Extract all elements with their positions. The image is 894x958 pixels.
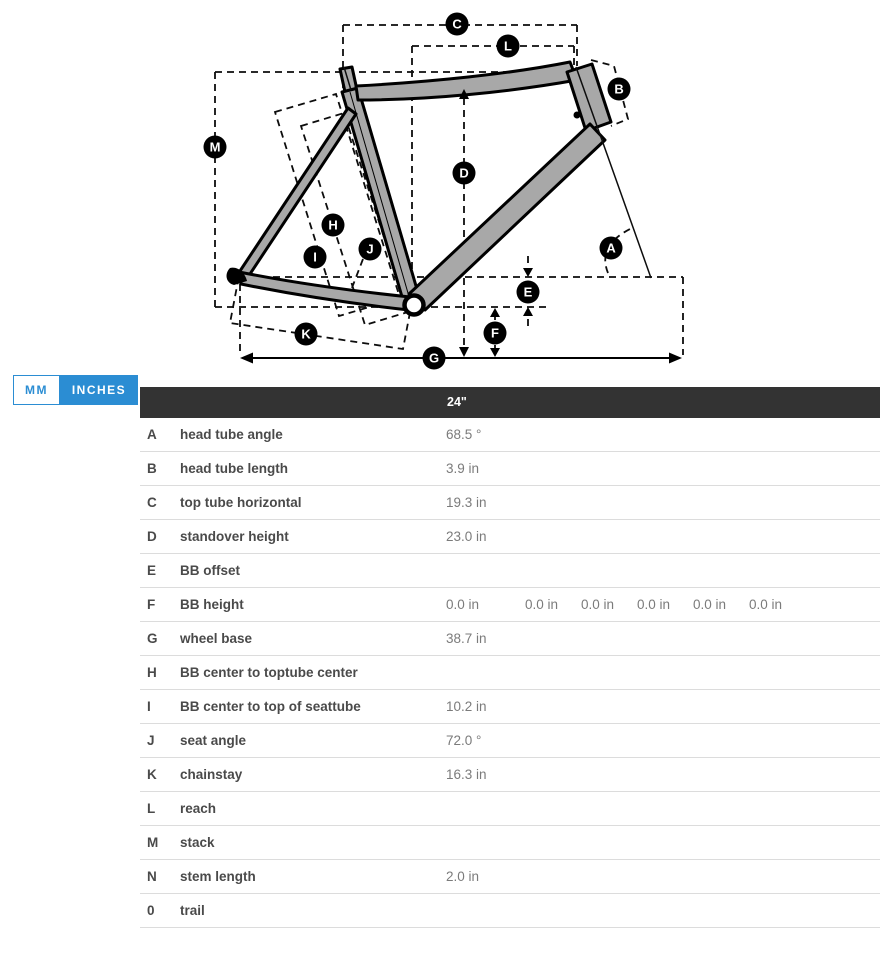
table-row xyxy=(140,486,880,520)
row-value: 0.0 in xyxy=(525,597,559,612)
row-name: stack xyxy=(180,835,215,850)
mm-button[interactable]: MM xyxy=(13,375,60,405)
row-name: chainstay xyxy=(180,767,243,782)
row-value: 0.0 in xyxy=(637,597,671,612)
row-name: BB center to top of seattube xyxy=(180,699,361,714)
seat-stay xyxy=(238,108,356,280)
row-value: 0.0 in xyxy=(693,597,727,612)
row-values xyxy=(446,529,525,544)
geometry-table xyxy=(140,387,880,928)
arrowhead-D-down xyxy=(459,347,469,357)
row-letter: J xyxy=(147,733,155,748)
arrowhead-E-down xyxy=(523,268,533,277)
diagram-label-G xyxy=(423,347,446,370)
table-row xyxy=(140,826,880,860)
dimension-lines xyxy=(215,25,683,355)
row-values xyxy=(446,461,525,476)
row-value: 23.0 in xyxy=(446,529,487,544)
row-values xyxy=(446,869,525,884)
row-value: 19.3 in xyxy=(446,495,487,510)
table-row xyxy=(140,588,880,622)
dimension-leader-J xyxy=(350,259,363,293)
diagram-label-H xyxy=(322,214,345,237)
row-value: 0.0 in xyxy=(446,597,480,612)
row-name: stem length xyxy=(180,869,256,884)
row-name: standover height xyxy=(180,529,289,544)
diagram-label-L xyxy=(497,35,520,58)
row-value: 72.0 ° xyxy=(446,733,482,748)
row-values xyxy=(446,767,525,782)
row-letter: 0 xyxy=(147,903,155,918)
row-letter: E xyxy=(147,563,157,578)
label-letter: A xyxy=(606,240,616,256)
row-name: seat angle xyxy=(180,733,247,748)
row-values xyxy=(446,597,805,612)
table-row xyxy=(140,520,880,554)
head-tube-bolt xyxy=(574,112,581,119)
row-values xyxy=(446,631,525,646)
row-letter: G xyxy=(147,631,158,646)
bottom-bracket xyxy=(405,296,424,315)
row-name: wheel base xyxy=(180,631,253,646)
row-name: head tube angle xyxy=(180,427,283,442)
label-letter: I xyxy=(313,249,317,265)
arrowhead-F-up xyxy=(490,308,500,317)
table-row xyxy=(140,418,880,452)
diagram-label-C xyxy=(446,13,469,36)
row-name: reach xyxy=(180,801,217,816)
diagram-label-D xyxy=(453,162,476,185)
head-tube xyxy=(567,64,611,131)
table-row xyxy=(140,894,880,928)
dimension-line-M xyxy=(215,72,567,307)
size-header: 24" xyxy=(447,395,467,409)
diagram-label-M xyxy=(204,136,227,159)
arrowhead-right xyxy=(669,353,682,364)
bike-geometry-diagram xyxy=(0,0,894,375)
label-letter: C xyxy=(452,16,462,32)
row-value: 38.7 in xyxy=(446,631,487,646)
diagram-label-J xyxy=(359,238,382,261)
label-letter: H xyxy=(328,217,338,233)
row-letter: L xyxy=(147,801,156,816)
table-row xyxy=(140,554,880,588)
table-row xyxy=(140,792,880,826)
label-letter: G xyxy=(428,350,440,366)
row-letter: B xyxy=(147,461,157,476)
wheelbase-line xyxy=(240,89,682,364)
row-letter: F xyxy=(147,597,156,612)
label-letter: J xyxy=(366,241,374,257)
arrowhead-F-down xyxy=(490,348,500,357)
arrowhead-left xyxy=(240,353,253,364)
down-tube xyxy=(409,124,605,310)
diagram-label-K xyxy=(295,323,318,346)
row-value: 3.9 in xyxy=(446,461,480,476)
label-letter: K xyxy=(301,326,311,342)
label-letter: D xyxy=(459,165,469,181)
row-name: head tube length xyxy=(180,461,288,476)
row-letter: A xyxy=(147,427,157,442)
row-value: 2.0 in xyxy=(446,869,480,884)
seat-tube xyxy=(342,88,421,307)
label-letter: B xyxy=(614,81,624,97)
row-letter: M xyxy=(147,835,159,850)
diagram-label-I xyxy=(304,246,327,269)
table-body xyxy=(140,418,880,928)
table-row xyxy=(140,622,880,656)
row-letter: K xyxy=(147,767,157,782)
row-values xyxy=(446,495,525,510)
diagram-label-A xyxy=(600,237,623,260)
inches-button[interactable]: INCHES xyxy=(60,375,138,405)
table-row xyxy=(140,724,880,758)
table-row xyxy=(140,860,880,894)
label-letter: F xyxy=(491,325,499,341)
diagram-label-E xyxy=(517,281,540,304)
row-letter: H xyxy=(147,665,157,680)
arrowhead-E-up xyxy=(523,307,533,316)
row-letter: D xyxy=(147,529,157,544)
table-row xyxy=(140,656,880,690)
table-row xyxy=(140,758,880,792)
unit-toggle xyxy=(13,375,138,405)
row-value: 0.0 in xyxy=(749,597,783,612)
row-letter: I xyxy=(147,699,151,714)
diagram-label-B xyxy=(608,78,631,101)
row-letter: N xyxy=(147,869,157,884)
row-values xyxy=(446,427,525,442)
row-value: 68.5 ° xyxy=(446,427,482,442)
row-values xyxy=(446,733,525,748)
row-letter: C xyxy=(147,495,157,510)
table-row xyxy=(140,690,880,724)
row-value: 0.0 in xyxy=(581,597,615,612)
row-value: 10.2 in xyxy=(446,699,487,714)
label-letter: L xyxy=(504,38,512,54)
row-value: 16.3 in xyxy=(446,767,487,782)
row-name: BB offset xyxy=(180,563,240,578)
diagram-label-F xyxy=(484,322,507,345)
label-letter: M xyxy=(209,139,221,155)
row-values xyxy=(446,699,525,714)
seat-tube-inner-line xyxy=(350,92,410,300)
row-name: BB height xyxy=(180,597,244,612)
row-name: trail xyxy=(180,903,205,918)
table-header xyxy=(140,387,880,418)
table-row xyxy=(140,452,880,486)
row-name: BB center to toptube center xyxy=(180,665,358,680)
row-name: top tube horizontal xyxy=(180,495,302,510)
label-letter: E xyxy=(523,284,533,300)
